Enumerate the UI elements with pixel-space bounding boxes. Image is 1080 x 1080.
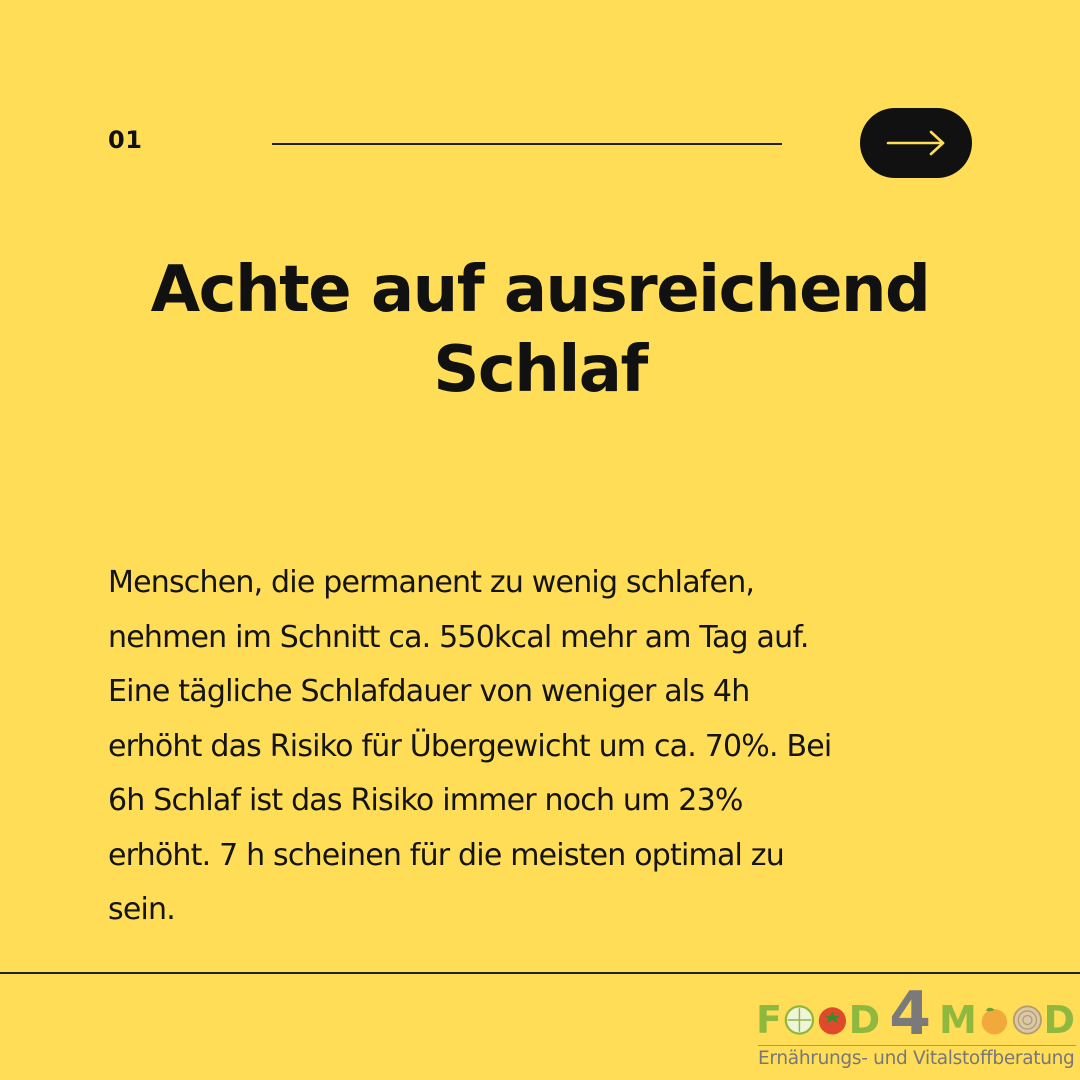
- tomato-icon: [817, 1003, 848, 1037]
- logo-letter-d: D: [848, 998, 882, 1042]
- logo-tagline: Ernährungs- und Vitalstoffberatung: [758, 1045, 1076, 1069]
- page-title-line-2: Schlaf: [433, 333, 647, 407]
- page-title: [60, 250, 1020, 410]
- body-text: [108, 556, 988, 938]
- body-line: erhöht. 7 h scheinen für die meisten optimal zu: [108, 837, 784, 873]
- logo-letter-f: F: [756, 998, 783, 1042]
- logo-letter-m: M: [938, 998, 978, 1042]
- wood-slice-icon: [1012, 1003, 1043, 1037]
- body-line: erhöht das Risiko für Übergewicht um ca. 70%. Bei: [108, 728, 832, 764]
- body-line: Eine tägliche Schlafdauer von weniger als 4h: [108, 674, 750, 709]
- body-line: sein.: [108, 892, 175, 927]
- logo-wordmark: [756, 979, 1077, 1049]
- header-divider: [272, 143, 782, 145]
- logo-letter-d: D: [1043, 998, 1077, 1042]
- footer-divider: [0, 972, 1080, 974]
- logo-number: 4: [889, 979, 931, 1049]
- orange-icon: [979, 1003, 1010, 1037]
- body-line: 6h Schlaf ist das Risiko immer noch um 23%: [108, 783, 743, 818]
- page-title-line-1: Achte auf ausreichend: [150, 253, 930, 327]
- body-line: nehmen im Schnitt ca. 550kcal mehr am Tag auf.: [108, 619, 809, 655]
- next-button[interactable]: [860, 108, 972, 178]
- body-line: Menschen, die permanent zu wenig schlafen,: [108, 565, 755, 600]
- page-number: 01: [108, 126, 143, 154]
- brand-logo: [756, 975, 1076, 1077]
- lime-slice-icon: [784, 1003, 815, 1037]
- arrow-right-icon: [885, 128, 947, 158]
